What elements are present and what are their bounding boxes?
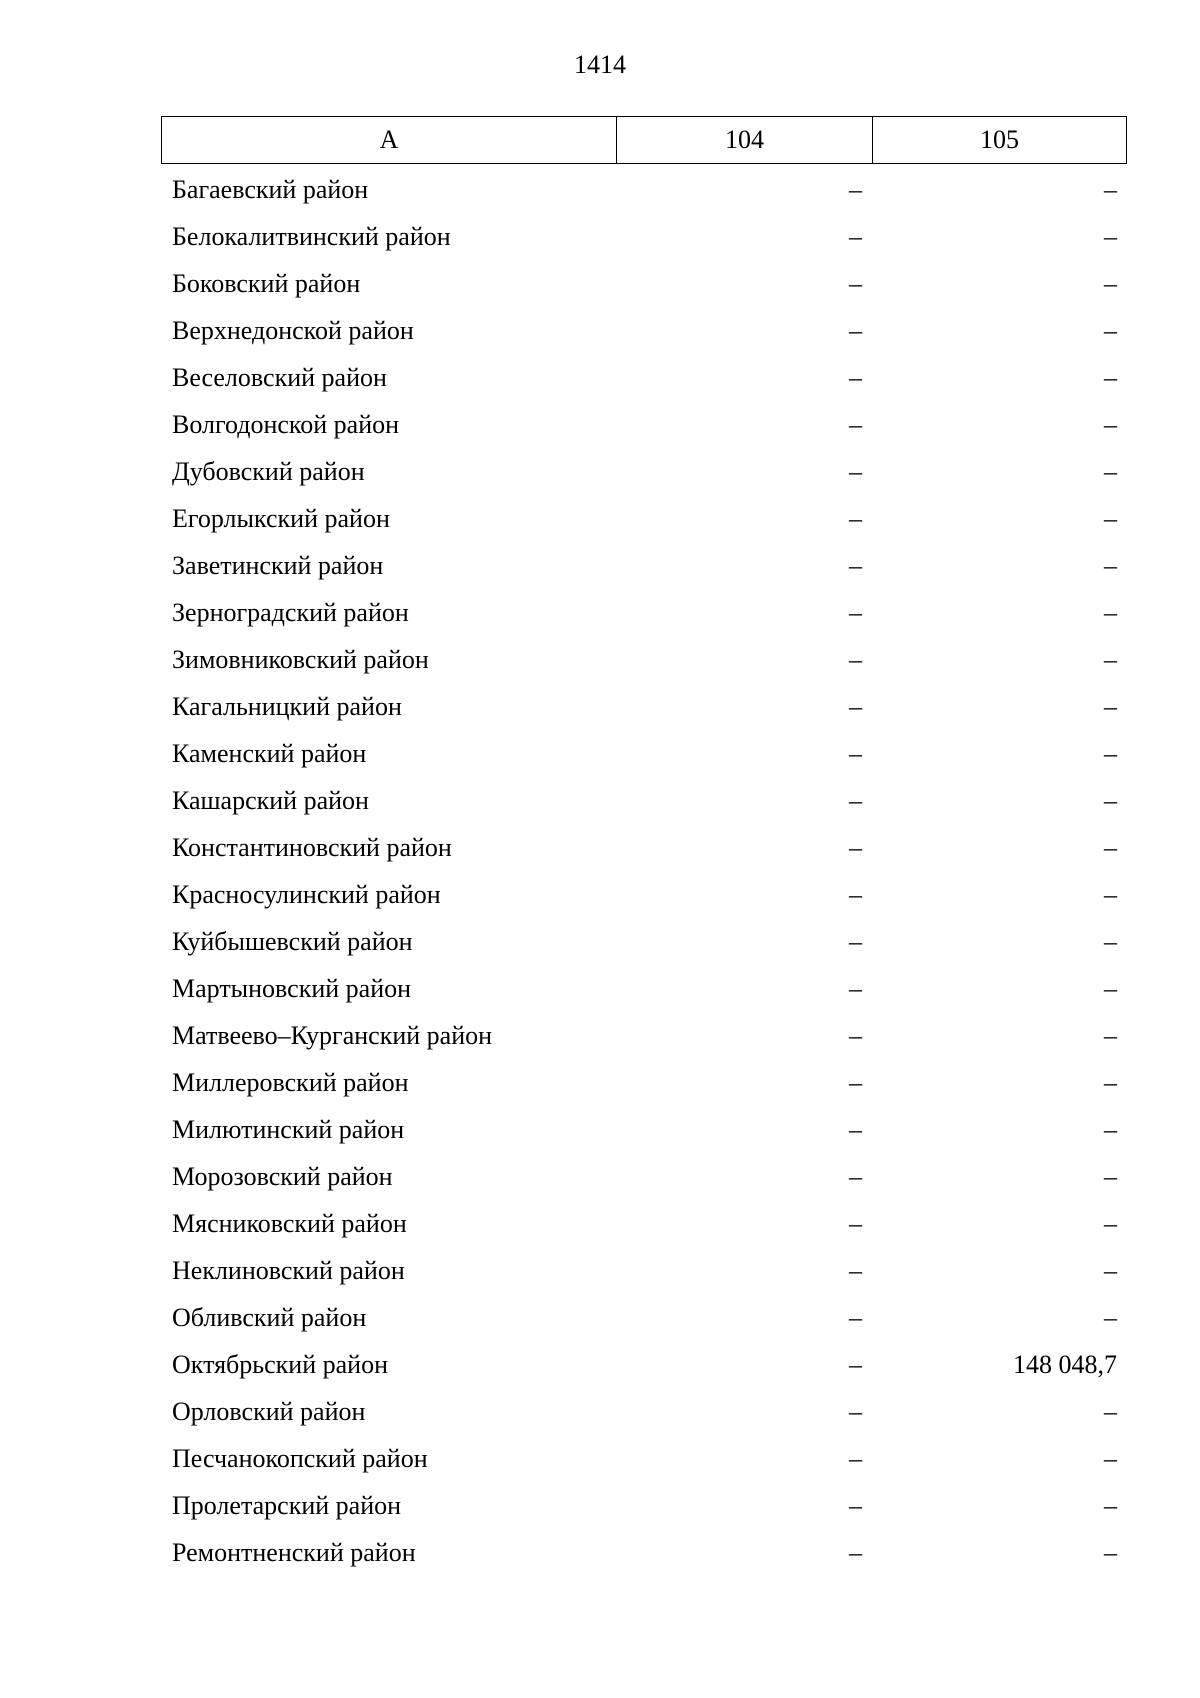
table-row <box>161 1435 1127 1482</box>
row-name: Октябрьский район <box>172 1349 388 1379</box>
row-name: Заветинский район <box>172 550 384 580</box>
row-name: Константиновский район <box>172 832 452 862</box>
cell-105: – <box>1104 1114 1117 1144</box>
row-name: Багаевский район <box>172 174 369 204</box>
cell-104: – <box>849 1208 862 1238</box>
cell-104: – <box>849 832 862 862</box>
row-name: Кагальницкий район <box>172 691 402 721</box>
table-row <box>161 965 1127 1012</box>
row-name: Веселовский район <box>172 362 387 392</box>
row-name: Красносулинский район <box>172 879 441 909</box>
row-name: Волгодонской район <box>172 409 400 439</box>
table-row <box>161 1388 1127 1435</box>
cell-105: – <box>1104 362 1117 392</box>
table-row <box>161 1247 1127 1294</box>
row-name: Мартыновский район <box>172 973 412 1003</box>
cell-104: – <box>849 1114 862 1144</box>
table-row <box>161 542 1127 589</box>
table-row <box>161 448 1127 495</box>
cell-104: – <box>849 1020 862 1050</box>
row-name: Неклиновский район <box>172 1255 405 1285</box>
cell-104: – <box>849 362 862 392</box>
cell-105: – <box>1104 644 1117 674</box>
cell-105: – <box>1104 597 1117 627</box>
row-name: Пролетарский район <box>172 1490 402 1520</box>
table-row <box>161 1341 1127 1388</box>
table-row <box>161 213 1127 260</box>
table-header <box>161 116 1127 164</box>
row-name: Кашарский район <box>172 785 369 815</box>
header-col-104: 104 <box>617 117 873 163</box>
cell-104: – <box>849 1255 862 1285</box>
cell-104: – <box>849 550 862 580</box>
table-row <box>161 354 1127 401</box>
table-row <box>161 1200 1127 1247</box>
row-name: Егорлыкский район <box>172 503 390 533</box>
table-row <box>161 1059 1127 1106</box>
cell-104: – <box>849 1443 862 1473</box>
cell-105: – <box>1104 503 1117 533</box>
row-name: Зимовниковский район <box>172 644 429 674</box>
row-name: Белокалитвинский район <box>172 221 451 251</box>
cell-105: – <box>1104 1020 1117 1050</box>
cell-104: – <box>849 879 862 909</box>
row-name: Боковский район <box>172 268 361 298</box>
cell-104: – <box>849 1349 862 1379</box>
table-row <box>161 871 1127 918</box>
cell-105: – <box>1104 1208 1117 1238</box>
cell-104: – <box>849 785 862 815</box>
cell-105: – <box>1104 1490 1117 1520</box>
cell-104: – <box>849 315 862 345</box>
cell-105: – <box>1104 1255 1117 1285</box>
cell-104: – <box>849 973 862 1003</box>
row-name: Куйбышевский район <box>172 926 413 956</box>
table-row <box>161 683 1127 730</box>
cell-105: – <box>1104 1443 1117 1473</box>
table-row <box>161 824 1127 871</box>
cell-104: – <box>849 268 862 298</box>
cell-105: – <box>1104 1067 1117 1097</box>
table-row <box>161 777 1127 824</box>
row-name: Морозовский район <box>172 1161 393 1191</box>
row-name: Песчанокопский район <box>172 1443 428 1473</box>
cell-105: – <box>1104 1537 1117 1567</box>
table-row <box>161 1529 1127 1576</box>
cell-104: – <box>849 1537 862 1567</box>
cell-104: – <box>849 1302 862 1332</box>
cell-105: – <box>1104 785 1117 815</box>
table-row <box>161 1012 1127 1059</box>
row-name: Каменский район <box>172 738 367 768</box>
table-row <box>161 260 1127 307</box>
cell-104: – <box>849 1067 862 1097</box>
cell-105: – <box>1104 738 1117 768</box>
cell-104: – <box>849 926 862 956</box>
table-row <box>161 730 1127 777</box>
table-row <box>161 1482 1127 1529</box>
cell-104: – <box>849 691 862 721</box>
row-name: Верхнедонской район <box>172 315 414 345</box>
cell-104: – <box>849 503 862 533</box>
table-body <box>161 166 1127 1576</box>
table-row <box>161 918 1127 965</box>
row-name: Обливский район <box>172 1302 367 1332</box>
header-col-105: 105 <box>980 125 1019 154</box>
cell-105: – <box>1104 315 1117 345</box>
cell-104: – <box>849 644 862 674</box>
cell-105: – <box>1104 550 1117 580</box>
cell-105: – <box>1104 691 1117 721</box>
cell-104: – <box>849 174 862 204</box>
cell-104: – <box>849 409 862 439</box>
table-row <box>161 589 1127 636</box>
cell-104: – <box>849 738 862 768</box>
table-row <box>161 166 1127 213</box>
row-name: Орловский район <box>172 1396 366 1426</box>
row-name: Миллеровский район <box>172 1067 409 1097</box>
row-name: Милютинский район <box>172 1114 405 1144</box>
row-name: Дубовский район <box>172 456 365 486</box>
row-name: Матвеево–Курганский район <box>172 1020 493 1050</box>
cell-105: – <box>1104 832 1117 862</box>
table-row <box>161 636 1127 683</box>
cell-105: – <box>1104 174 1117 204</box>
cell-105: – <box>1104 973 1117 1003</box>
row-name: Зерноградский район <box>172 597 409 627</box>
cell-105: – <box>1104 221 1117 251</box>
cell-104: – <box>849 1396 862 1426</box>
cell-104: – <box>849 456 862 486</box>
cell-105: – <box>1104 1161 1117 1191</box>
cell-105: – <box>1104 268 1117 298</box>
table-row <box>161 495 1127 542</box>
cell-104: – <box>849 221 862 251</box>
cell-105: – <box>1104 879 1117 909</box>
table-row <box>161 1294 1127 1341</box>
table-row <box>161 1153 1127 1200</box>
table-row <box>161 307 1127 354</box>
cell-105: – <box>1104 1396 1117 1426</box>
cell-105: – <box>1104 926 1117 956</box>
cell-105: 148 048,7 <box>1013 1349 1117 1379</box>
cell-105: – <box>1104 456 1117 486</box>
table-row <box>161 401 1127 448</box>
header-col-a: А <box>162 117 617 163</box>
cell-104: – <box>849 597 862 627</box>
page-number: 1414 <box>574 50 626 79</box>
table-row <box>161 1106 1127 1153</box>
cell-105: – <box>1104 1302 1117 1332</box>
cell-104: – <box>849 1490 862 1520</box>
cell-104: – <box>849 1161 862 1191</box>
row-name: Ремонтненский район <box>172 1537 416 1567</box>
cell-105: – <box>1104 409 1117 439</box>
row-name: Мясниковский район <box>172 1208 407 1238</box>
